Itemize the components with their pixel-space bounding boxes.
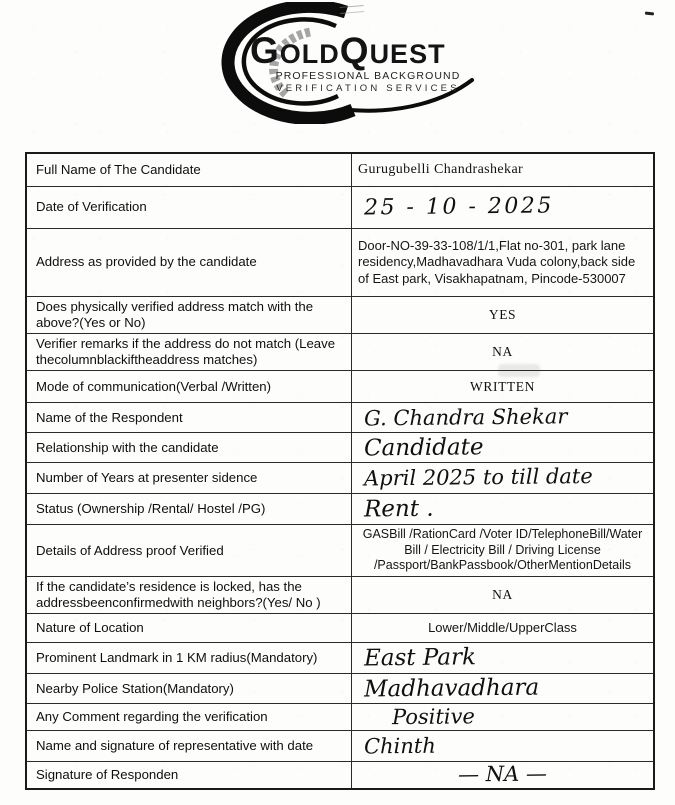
row-years-at-residence (27, 463, 653, 494)
brand-name: GOLDQUEST (250, 30, 446, 71)
row-verifier-remarks (27, 334, 653, 371)
field-label: Mode of communication(Verbal /Written) (27, 371, 352, 402)
field-label: Details of Address proof Verified (27, 525, 352, 576)
company-logo (0, 0, 675, 150)
field-value-handwritten: East Park (363, 644, 477, 672)
field-value: Gurugubelli Chandrashekar (358, 162, 524, 177)
brand-letter-g: G (250, 30, 280, 71)
field-value-handwritten: Rent . (363, 496, 434, 523)
row-full-name (27, 154, 653, 187)
row-address-provided (27, 229, 653, 297)
field-value-handwritten: Madhavadhara (363, 674, 540, 703)
row-relationship (27, 433, 653, 463)
field-value-handwritten: 25 - 10 - 2025 (363, 193, 554, 221)
field-value-handwritten: Candidate (363, 434, 484, 462)
field-label: Nearby Police Station(Mandatory) (27, 674, 352, 703)
row-date-of-verification (27, 187, 653, 229)
row-verification-comment (27, 704, 653, 731)
field-label: Does physically verified address match with the above?(Yes or No) (27, 297, 352, 333)
field-value: GASBill /RationCard /Voter ID/TelephoneBill/Water Bill / Electricity Bill / Driving License /Passport/BankPassbook/OtherMentionDetails (362, 527, 643, 573)
field-value-handwritten: — NA — (457, 761, 548, 787)
field-value-handwritten: April 2025 to till date (363, 464, 593, 491)
field-label: Number of Years at presenter sidence (27, 463, 352, 493)
field-label: Signature of Responden (27, 762, 352, 788)
field-label: Relationship with the candidate (27, 433, 352, 462)
brand-letter-q: Q (339, 30, 370, 71)
field-label: Name of the Respondent (27, 403, 352, 432)
field-label: Nature of Location (27, 614, 352, 642)
row-mode-of-communication (27, 371, 653, 403)
field-label: Status (Ownership /Rental/ Hostel /PG) (27, 494, 352, 524)
field-label: Date of Verification (27, 187, 352, 228)
row-address-proof (27, 525, 653, 577)
field-value: YES (488, 307, 517, 323)
field-label: Address as provided by the candidate (27, 229, 352, 296)
field-value-handwritten: Positive (391, 704, 476, 730)
field-value-handwritten: Chinth (363, 733, 436, 759)
field-label: Verifier remarks if the address do not match (Leave thecolumnblackiftheaddress matches) (27, 334, 352, 370)
field-label: Any Comment regarding the verification (27, 704, 352, 730)
row-prominent-landmark (27, 643, 653, 674)
field-value: Door-NO-39-33-108/1/1,Flat no-301, park lane residency,Madhavadhara Vuda colony,back side of East park, Visakhapatnam, Pincode-530007 (358, 237, 636, 286)
row-residence-locked (27, 577, 653, 614)
row-nearby-police-station (27, 674, 653, 704)
verification-form-table (25, 152, 655, 790)
field-value-handwritten: G. Chandra Shekar (363, 404, 568, 431)
field-value: WRITTEN (470, 378, 535, 394)
field-label: Full Name of The Candidate (27, 154, 352, 186)
field-value: Lower/Middle/UpperClass (428, 619, 577, 635)
row-respondent-signature (27, 762, 653, 788)
field-label: Name and signature of representative with date (27, 731, 352, 761)
field-label: Prominent Landmark in 1 KM radius(Mandatory) (27, 643, 352, 673)
row-respondent-name (27, 403, 653, 433)
field-value: NA (492, 586, 513, 602)
brand-tagline-line1: PROFESSIONAL BACKGROUND (275, 70, 461, 82)
row-ownership-status (27, 494, 653, 525)
row-nature-of-location (27, 614, 653, 643)
row-address-match (27, 297, 653, 334)
field-value: NA (492, 344, 513, 360)
field-label: If the candidate’s residence is locked, has the addressbeenconfirmedwith neighbors?(Yes/ No ) (27, 577, 352, 613)
brand-tagline-line2: VERIFICATION SERVICES (276, 83, 460, 94)
row-representative-signature (27, 731, 653, 762)
